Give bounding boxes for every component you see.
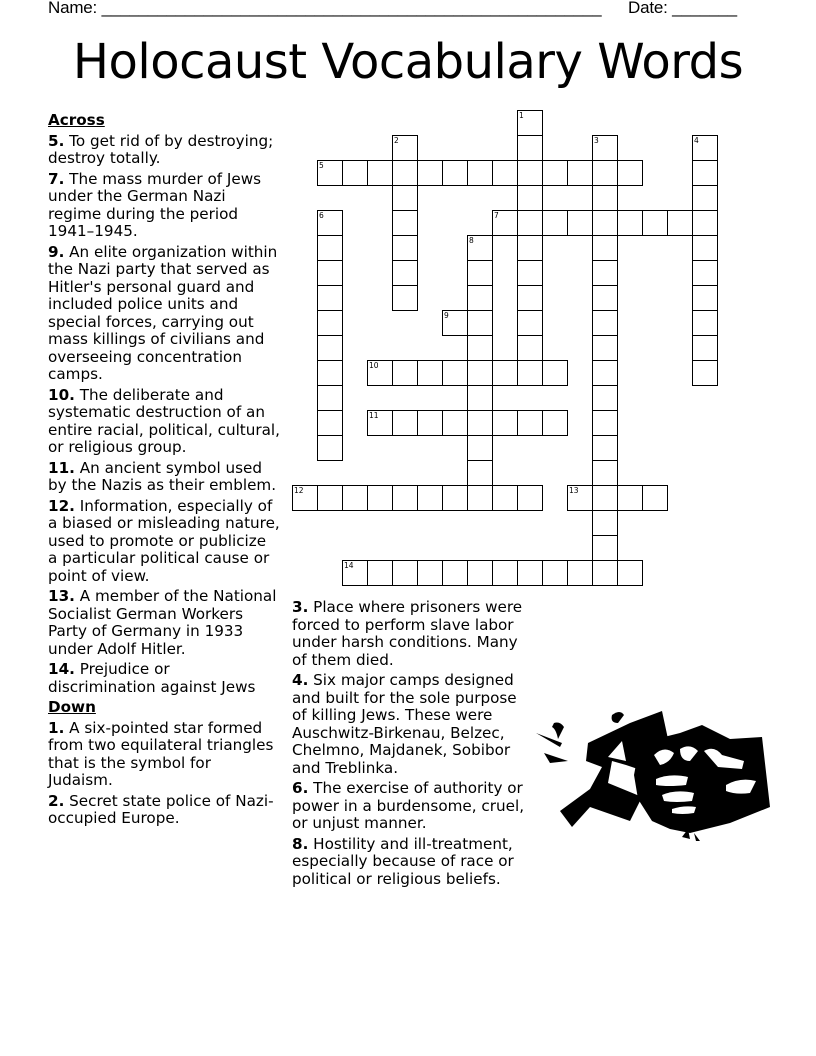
clue-down-8 [292,836,528,889]
crossword-cell[interactable] [592,335,618,361]
crossword-cell[interactable] [592,135,618,161]
clue-text: The exercise of authority or power in a burdensome, cruel, or unjust manner. [292,779,525,832]
crossword-cell[interactable] [467,285,493,311]
clue-text: Hostility and ill-treatment, especially because of race or political or religious beliefs. [292,834,514,888]
crossword-cell[interactable] [467,360,493,386]
cell-clue-number: 13 [569,486,579,495]
crossword-cell[interactable] [617,210,643,236]
crossword-cell[interactable] [417,160,443,186]
crossword-cell[interactable] [517,285,543,311]
crossword-cell[interactable] [317,260,343,286]
clue-number: 1. [48,718,65,737]
crossword-cell[interactable] [392,210,418,236]
crossword-cell[interactable] [592,535,618,561]
crossword-cell[interactable] [617,485,643,511]
crossword-cell[interactable] [417,485,443,511]
clue-text: To get rid of by destroying; destroy totally. [48,131,274,167]
crossword-cell[interactable] [417,360,443,386]
cell-clue-number: 5 [319,161,324,170]
crossword-cell[interactable] [517,210,543,236]
cell-clue-number: 9 [444,311,449,320]
crossword-cell[interactable] [367,410,393,436]
crossword-cell[interactable] [692,360,718,386]
crossword-cell[interactable] [517,360,543,386]
cell-clue-number: 12 [294,486,304,495]
crossword-cell[interactable] [317,210,343,236]
crossword-cell[interactable] [417,410,443,436]
crossword-cell[interactable] [492,410,518,436]
clue-across-10 [48,387,280,457]
page-title: Holocaust Vocabulary Words [72,34,744,90]
crossword-cell[interactable] [692,260,718,286]
date-field-label[interactable]: Date: _______ [628,0,737,17]
crossword-cell[interactable] [317,435,343,461]
crossword-cell[interactable] [517,235,543,261]
crossword-cell[interactable] [492,485,518,511]
crossword-cell[interactable] [392,235,418,261]
crossword-cell[interactable] [642,485,668,511]
clue-number: 8. [292,834,309,853]
clue-text: Six major camps designed and built for the sole purpose of killing Jews. These were Auschwitz-Birkenau, Belzec, Chelmno, Majdanek, Sobibor and Treblinka. [292,671,517,777]
cell-clue-number: 4 [694,136,699,145]
crossword-cell[interactable] [592,360,618,386]
crossword-cell[interactable] [467,485,493,511]
cell-clue-number: 14 [344,561,354,570]
crossword-cell[interactable] [317,485,343,511]
clue-number: 6. [292,779,309,797]
crossword-cell[interactable] [592,185,618,211]
crossword-cell[interactable] [592,260,618,286]
crossword-cell[interactable] [567,560,593,586]
crossword-cell[interactable] [367,360,393,386]
cell-clue-number: 6 [319,211,324,220]
clue-across-13 [48,588,280,658]
crossword-cell[interactable] [517,185,543,211]
crossword-cell[interactable] [692,285,718,311]
clue-across-12 [48,498,280,586]
crossword-cell[interactable] [592,410,618,436]
crossword-cell[interactable] [567,485,593,511]
crossword-cell[interactable] [467,335,493,361]
crossword-cell[interactable] [467,310,493,336]
clue-number: 14. [48,660,75,678]
clue-across-9 [48,244,280,384]
clue-number: 9. [48,242,65,261]
crossword-cell[interactable] [392,560,418,586]
clue-number: 7. [48,169,65,188]
clue-across-14 [48,661,280,696]
crossword-cell[interactable] [292,485,318,511]
crossword-cell[interactable] [467,160,493,186]
crossword-cell[interactable] [467,410,493,436]
crossword-cell[interactable] [517,160,543,186]
clue-text: Secret state police of Nazi-occupied Europe. [48,791,274,827]
crossword-cell[interactable] [567,210,593,236]
clue-down-4 [292,672,528,777]
crossword-cell[interactable] [317,335,343,361]
crossword-cell[interactable] [492,360,518,386]
crossword-cell[interactable] [592,160,618,186]
crossword-cell[interactable] [542,210,568,236]
crossword-cell[interactable] [317,385,343,411]
crossword-cell[interactable] [392,135,418,161]
crossword-cell[interactable] [592,485,618,511]
crossword-cell[interactable] [392,160,418,186]
crossword-cell[interactable] [442,160,468,186]
crossword-cell[interactable] [317,410,343,436]
crossword-cell[interactable] [467,435,493,461]
crossword-cell[interactable] [342,485,368,511]
crossword-cell[interactable] [467,460,493,486]
crossword-cell[interactable] [392,285,418,311]
crossword-cell[interactable] [442,560,468,586]
clue-number: 12. [48,496,75,515]
crossword-cell[interactable] [442,310,468,336]
crossword-cell[interactable] [592,235,618,261]
crossword-cell[interactable] [417,560,443,586]
crossword-cell[interactable] [392,185,418,211]
crossword-cell[interactable] [517,135,543,161]
crossword-cell[interactable] [592,310,618,336]
crossword-cell[interactable] [442,360,468,386]
crossword-cell[interactable] [392,485,418,511]
crossword-cell[interactable] [542,410,568,436]
crossword-cell[interactable] [617,160,643,186]
cell-clue-number: 7 [494,211,499,220]
crossword-cell[interactable] [517,110,543,136]
crossword-cell[interactable] [667,210,693,236]
crossword-cell[interactable] [442,485,468,511]
clue-text: The deliberate and systematic destruction of an entire racial, political, cultural, or religious group. [48,385,280,456]
name-field-label[interactable]: Name: ______________________________________________________ [48,0,602,17]
clue-number: 13. [48,587,75,605]
clue-text: The mass murder of Jews under the German Nazi regime during the period 1941–1945. [48,169,262,240]
clue-down-1 [48,720,280,790]
crossword-cell[interactable] [442,410,468,436]
clue-down-2 [48,793,280,828]
clue-across-7 [48,171,280,241]
crossword-cell[interactable] [317,360,343,386]
crossword-cell[interactable] [592,460,618,486]
crossword-cell[interactable] [592,285,618,311]
crossword-cell[interactable] [517,485,543,511]
crossword-cell[interactable] [317,310,343,336]
crossword-cell[interactable] [317,285,343,311]
crossword-cell[interactable] [517,310,543,336]
crossword-cell[interactable] [467,385,493,411]
cell-clue-number: 8 [469,236,474,245]
worksheet-header [48,0,737,18]
crossword-cell[interactable] [542,160,568,186]
clues-right-column [292,599,528,891]
crossword-cell[interactable] [317,160,343,186]
crossword-cell[interactable] [517,410,543,436]
crossword-cell[interactable] [692,310,718,336]
crossword-cell[interactable] [692,160,718,186]
crossword-cell[interactable] [467,235,493,261]
crossword-cell[interactable] [342,560,368,586]
crossword-cell[interactable] [692,185,718,211]
crossword-cell[interactable] [692,210,718,236]
crossword-cell[interactable] [692,135,718,161]
cell-clue-number: 3 [594,136,599,145]
clue-across-11 [48,460,280,495]
crossword-cell[interactable] [367,560,393,586]
crossword-cell[interactable] [492,560,518,586]
clue-text: An elite organization within the Nazi party that served as Hitler's personal guard and included police units and special forces, carrying out mass killings of civilians and overseeing concentration camps. [48,242,278,383]
crossword-cell[interactable] [517,260,543,286]
crossword-cell[interactable] [467,260,493,286]
cell-clue-number: 2 [394,136,399,145]
crossword-cell[interactable] [392,260,418,286]
clue-text: Prejudice or discrimination against Jews [48,660,256,696]
crossword-cell[interactable] [567,160,593,186]
crossword-cell[interactable] [392,410,418,436]
clue-number: 3. [292,598,309,616]
cell-clue-number: 10 [369,361,379,370]
clue-text: A member of the National Socialist German Workers Party of Germany in 1933 under Adolf Hitler. [48,587,277,658]
clue-number: 2. [48,791,65,810]
crossword-cell[interactable] [367,485,393,511]
cell-clue-number: 1 [519,111,524,120]
crossword-cell[interactable] [517,560,543,586]
clue-number: 5. [48,131,65,150]
crossword-cell[interactable] [592,435,618,461]
crossword-cell[interactable] [392,360,418,386]
crossword-cell[interactable] [542,360,568,386]
crossword-cell[interactable] [492,160,518,186]
clues-left-column [48,112,280,831]
clue-across-5 [48,133,280,168]
clue-number: 10. [48,385,75,404]
crossword-cell[interactable] [592,560,618,586]
clue-number: 4. [292,671,309,689]
crossword-cell[interactable] [642,210,668,236]
crossword-cell[interactable] [367,160,393,186]
crossword-cell[interactable] [492,210,518,236]
crossword-cell[interactable] [692,235,718,261]
crossword-cell[interactable] [692,335,718,361]
clue-down-6 [292,780,528,833]
across-heading: Across [48,111,105,129]
crossword-cell[interactable] [517,335,543,361]
clue-text: A six-pointed star formed from two equilateral triangles that is the symbol for Judaism. [48,718,274,789]
crossword-cell[interactable] [592,210,618,236]
crossword-cell[interactable] [467,560,493,586]
crossword-cell[interactable] [342,160,368,186]
crossword-cell[interactable] [592,385,618,411]
clue-text: Information, especially of a biased or misleading nature, used to promote or publicize a particular political cause or point of view. [48,496,280,585]
clue-text: Place where prisoners were forced to perform slave labor under harsh conditions. Many of them died. [292,598,523,669]
crossword-cell[interactable] [592,510,618,536]
down-heading: Down [48,698,96,716]
clue-number: 11. [48,458,75,477]
fist-smashing-swastika-icon [530,703,775,848]
crossword-cell[interactable] [617,560,643,586]
crossword-cell[interactable] [317,235,343,261]
clue-down-3 [292,599,528,669]
crossword-cell[interactable] [542,560,568,586]
clue-text: An ancient symbol used by the Nazis as their emblem. [48,458,277,494]
cell-clue-number: 11 [369,411,379,420]
